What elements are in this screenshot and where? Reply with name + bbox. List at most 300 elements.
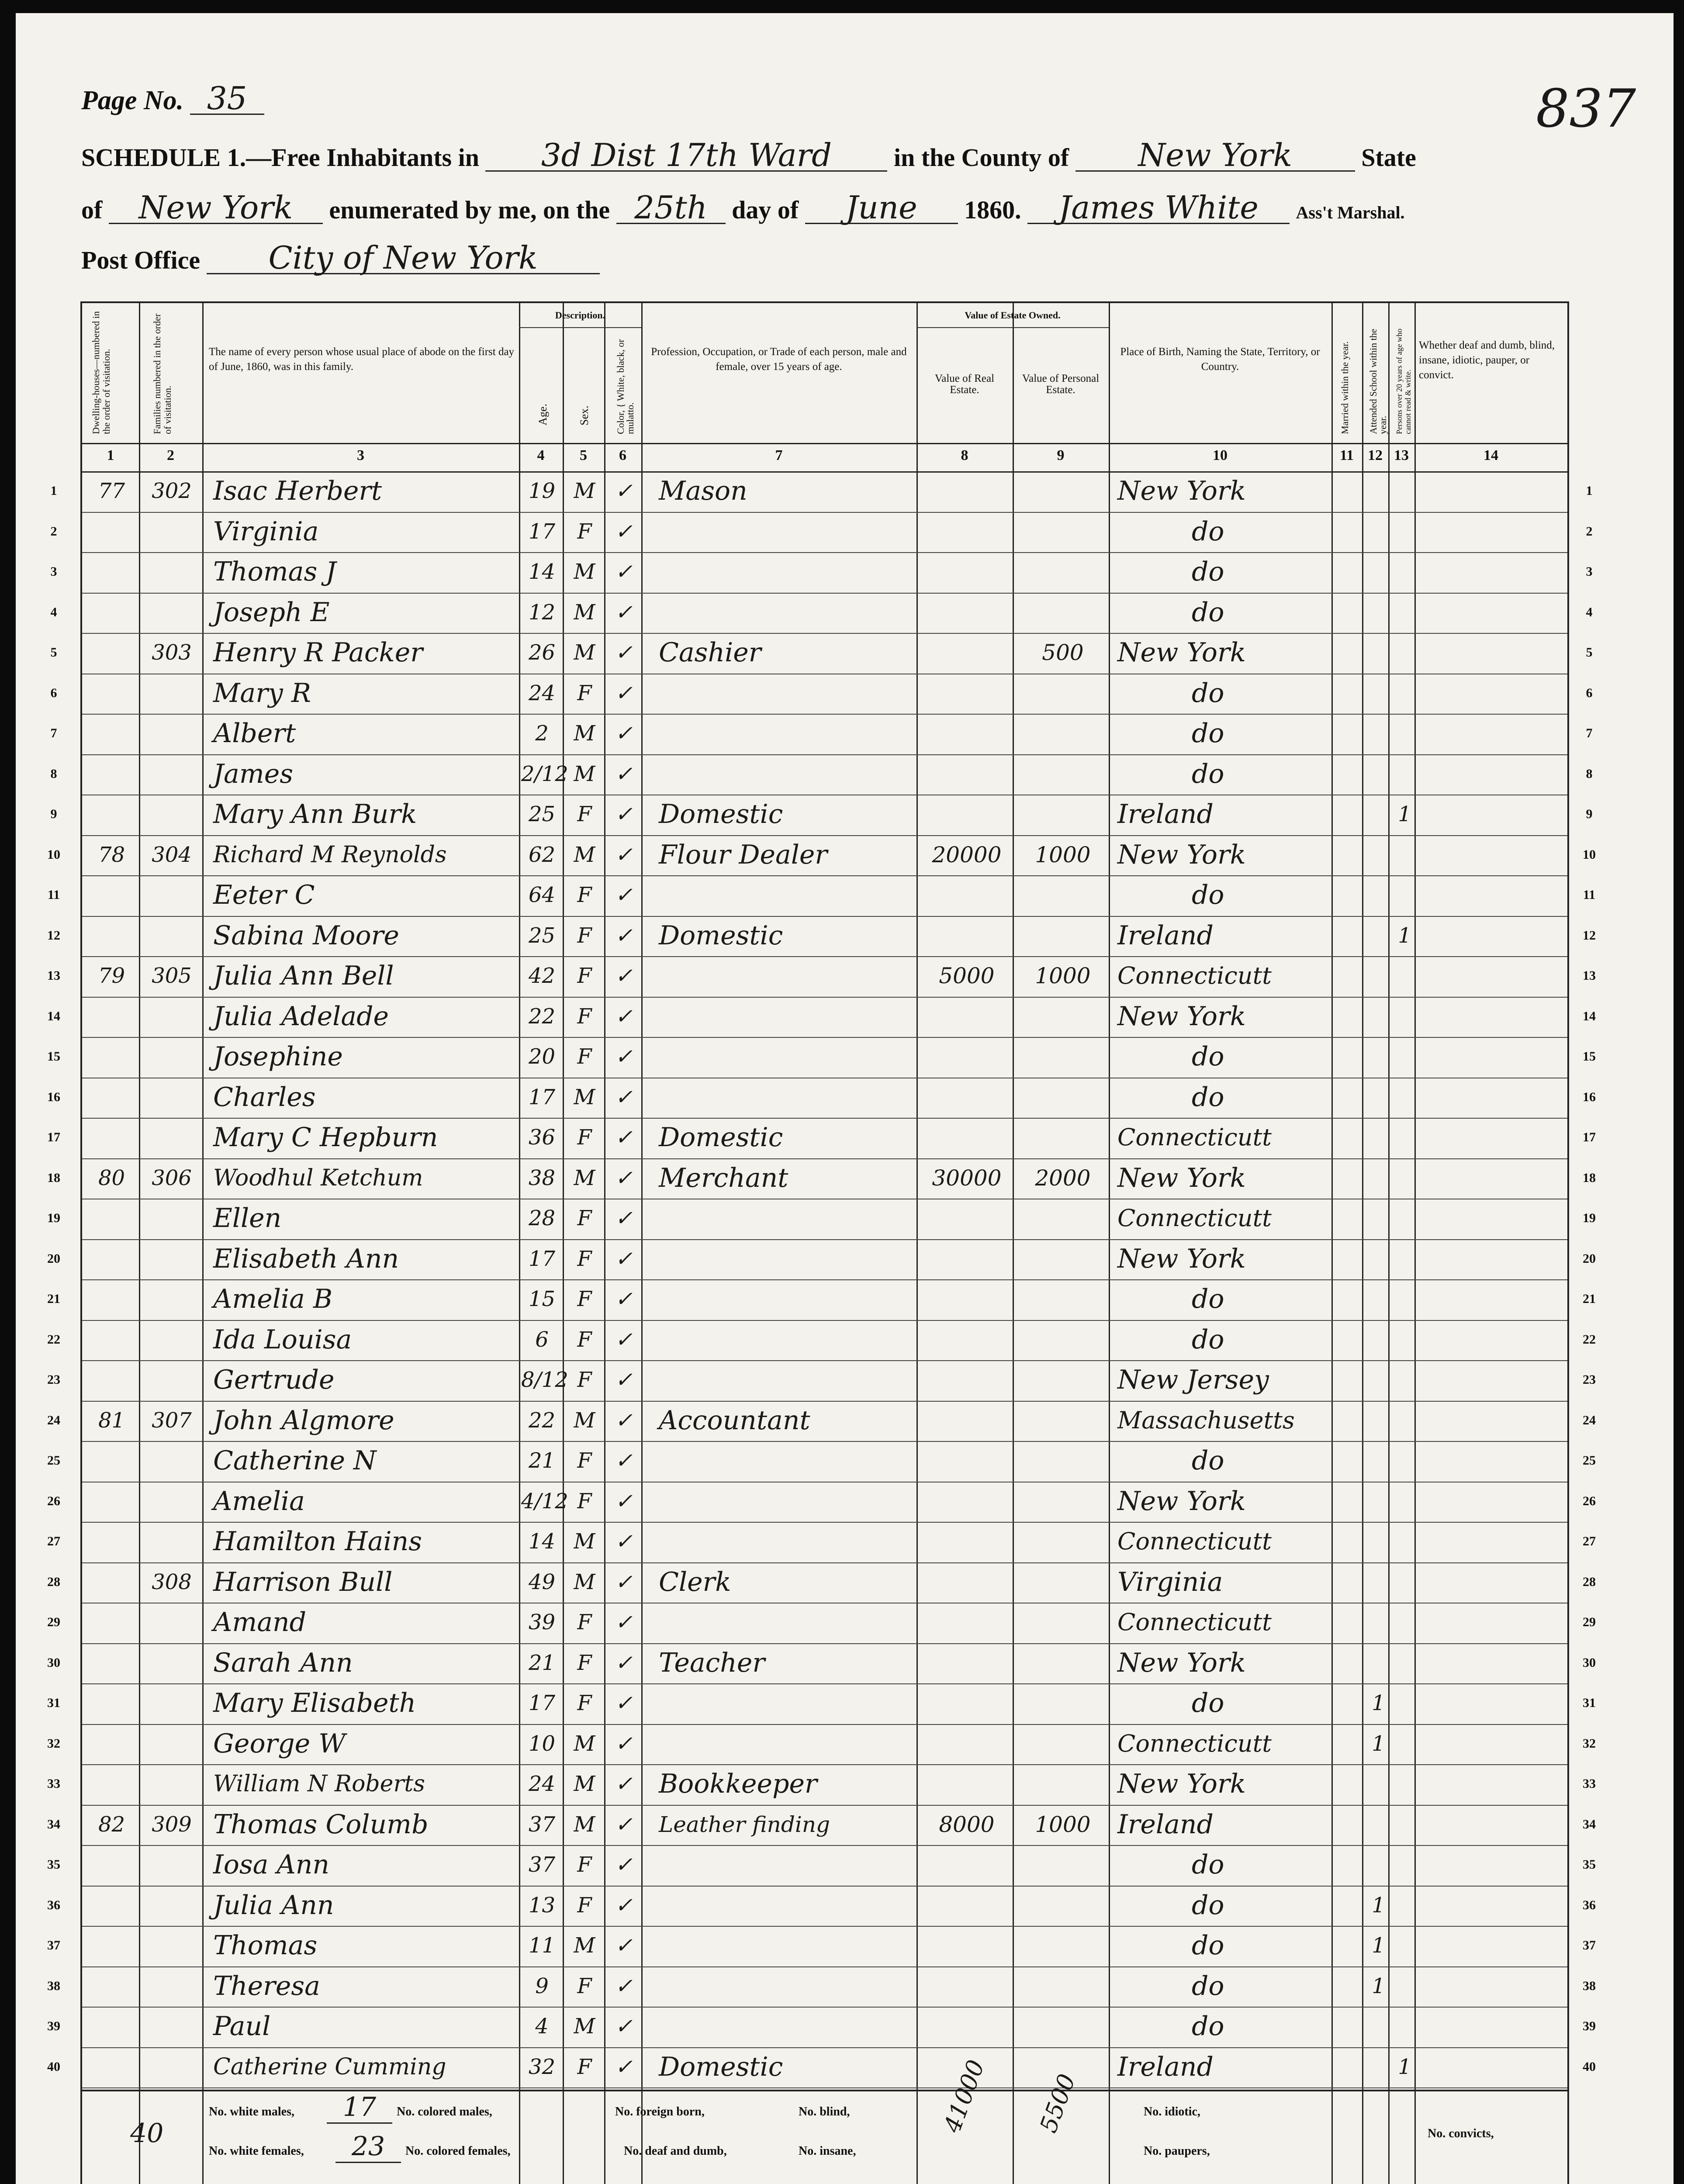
sex: F: [577, 1489, 592, 1514]
table-row: [47, 1522, 1596, 1563]
colnum-1: 1: [107, 447, 114, 463]
person-name: Theresa: [213, 1970, 320, 2001]
age: 6: [535, 1327, 549, 1352]
col14-header: Whether deaf and dumb, blind, insane, idiotic, pauper, or convict.: [1419, 339, 1555, 381]
row-number-right: 7: [1586, 726, 1593, 740]
occupation: Domestic: [659, 1122, 783, 1153]
occupation: Bookkeeper: [659, 1769, 817, 1799]
county-label: in the County of: [893, 143, 1069, 172]
row-number-left: 12: [47, 928, 60, 943]
age: 17: [528, 1246, 556, 1271]
day-field: 25th: [616, 192, 726, 224]
sex: M: [574, 761, 595, 786]
age: 26: [528, 640, 556, 665]
attended-school: 1: [1372, 1691, 1385, 1715]
sex: F: [577, 1691, 592, 1715]
attended-school: 1: [1372, 1973, 1385, 1998]
row-number-right: 30: [1583, 1655, 1596, 1670]
sex: M: [574, 2014, 595, 2039]
row-number-right: 31: [1583, 1696, 1596, 1710]
age: 15: [528, 1287, 556, 1311]
person-name: Charles: [213, 1082, 316, 1113]
color: ✓: [615, 1004, 633, 1029]
row-number-right: 13: [1583, 968, 1596, 983]
color: ✓: [615, 1287, 633, 1311]
occupation: Teacher: [659, 1647, 765, 1678]
paupers-label: No. paupers,: [1144, 2144, 1210, 2158]
table-row: [47, 1764, 1596, 1806]
table-row: [47, 1805, 1596, 1846]
sex: F: [577, 1368, 592, 1392]
place-of-birth: Connecticutt: [1117, 1527, 1272, 1555]
person-name: Richard M Reynolds: [213, 841, 447, 868]
white-females-count: 23: [335, 2131, 401, 2163]
occupation: Leather finding: [659, 1811, 830, 1837]
place-of-birth: New York: [1117, 1647, 1246, 1678]
color: ✓: [615, 2054, 633, 2079]
white-females-label: No. white females,: [209, 2144, 304, 2158]
table-row: [47, 1886, 1596, 1927]
row-number-right: 18: [1583, 1170, 1596, 1185]
color: ✓: [615, 560, 633, 584]
cannot-read-write: 1: [1398, 2054, 1411, 2079]
personal-estate-value: 500: [1042, 640, 1084, 665]
age: 14: [528, 560, 556, 584]
place-of-birth: do: [1192, 718, 1224, 749]
place-of-birth: Connecticutt: [1117, 1123, 1272, 1151]
row-number-left: 1: [50, 484, 57, 498]
cannot-read-write: 1: [1398, 802, 1411, 826]
colnum-4: 4: [537, 447, 545, 463]
sheet-number: 837: [1536, 79, 1636, 139]
age: 38: [528, 1165, 556, 1190]
real-estate-total: 41000: [938, 2056, 990, 2136]
person-name: Harrison Bull: [213, 1566, 393, 1597]
color: ✓: [615, 1893, 633, 1918]
row-number-right: 26: [1583, 1493, 1596, 1508]
row-number-right: 22: [1583, 1332, 1596, 1347]
color: ✓: [615, 842, 633, 867]
family-number: 305: [152, 964, 192, 988]
color: ✓: [615, 1489, 633, 1514]
col8-header: Value of Real Estate.: [934, 373, 995, 396]
enumerated-label: enumerated by me, on the: [329, 196, 610, 224]
row-number-right: 38: [1583, 1978, 1596, 1993]
row-number-left: 8: [50, 766, 57, 781]
attended-school: 1: [1372, 1933, 1385, 1958]
state-label: State: [1361, 143, 1416, 172]
table-row: [47, 1078, 1596, 1119]
table-row: [50, 593, 1593, 634]
sex: M: [574, 1772, 595, 1796]
sex: F: [577, 1004, 592, 1029]
personal-estate-value: 1000: [1035, 963, 1091, 988]
row-number-right: 8: [1586, 766, 1593, 781]
row-number-right: 40: [1583, 2059, 1596, 2074]
tally-note: 40: [130, 2118, 164, 2149]
color: ✓: [615, 600, 633, 625]
colnum-11: 11: [1339, 447, 1354, 463]
color: ✓: [615, 1852, 633, 1877]
row-number-left: 25: [47, 1453, 60, 1468]
color: ✓: [615, 1448, 633, 1473]
white-males-count: 17: [327, 2092, 392, 2124]
occupation: Cashier: [659, 637, 761, 668]
occupation: Clerk: [659, 1566, 731, 1597]
sex: M: [574, 640, 595, 665]
color: ✓: [615, 761, 633, 786]
color: ✓: [615, 1246, 633, 1271]
real-estate-value: 8000: [939, 1811, 995, 1837]
occupation: Mason: [659, 476, 747, 506]
person-name: Iosa Ann: [213, 1849, 330, 1880]
row-number-left: 11: [47, 888, 60, 902]
table-row: [47, 1320, 1596, 1362]
person-name: Mary R: [213, 677, 311, 708]
row-number-right: 27: [1583, 1534, 1596, 1548]
person-name: Henry R Packer: [213, 637, 423, 668]
family-number: 306: [152, 1165, 192, 1190]
table-row: [47, 1037, 1596, 1078]
real-estate-value: 20000: [932, 842, 1002, 867]
row-number-left: 6: [50, 685, 57, 700]
table-row: [47, 1441, 1596, 1482]
age: 25: [528, 802, 556, 826]
person-name: Paul: [213, 2011, 271, 2042]
person-name: Thomas: [213, 1930, 318, 1961]
family-number: 309: [152, 1812, 192, 1837]
schedule-header: [81, 74, 1610, 288]
row-number-left: 31: [47, 1696, 60, 1710]
table-row: [50, 471, 1593, 513]
age: 21: [528, 1448, 556, 1473]
row-number-left: 26: [47, 1493, 60, 1508]
age: 9: [535, 1973, 549, 1998]
age: 2/12: [521, 761, 568, 786]
person-name: Thomas J: [213, 556, 336, 587]
col12-header: Attended School within the year.: [1368, 328, 1388, 434]
colnum-8: 8: [961, 447, 968, 463]
dwelling-number: 78: [98, 842, 125, 867]
person-name: Albert: [213, 718, 296, 749]
deaf-dumb-label: No. deaf and dumb,: [624, 2144, 727, 2158]
col11-header: Married within the year.: [1339, 341, 1350, 434]
place-of-birth: do: [1192, 1041, 1224, 1072]
color: ✓: [615, 1933, 633, 1958]
row-number-right: 2: [1586, 524, 1593, 539]
age: 10: [528, 1731, 556, 1756]
cannot-read-write: 1: [1398, 923, 1411, 948]
row-number-left: 4: [50, 605, 57, 619]
page-label: Page No.: [81, 86, 184, 115]
row-number-right: 37: [1583, 1938, 1596, 1952]
sex: F: [577, 1448, 592, 1473]
colnum-3: 3: [357, 447, 364, 463]
color: ✓: [615, 883, 633, 907]
color: ✓: [615, 681, 633, 705]
place-of-birth: do: [1192, 1688, 1224, 1718]
table-row: [47, 1966, 1596, 2008]
census-table: [47, 301, 1596, 2184]
place-of-birth: New York: [1117, 637, 1246, 668]
sex: F: [577, 519, 592, 544]
place-of-birth: New York: [1117, 1243, 1246, 1274]
colnum-10: 10: [1213, 447, 1228, 463]
sex: M: [574, 842, 595, 867]
sex: F: [577, 1287, 592, 1311]
row-number-right: 20: [1583, 1251, 1596, 1266]
sex: M: [574, 1165, 595, 1190]
row-number-left: 5: [50, 645, 57, 660]
age: 11: [528, 1933, 556, 1958]
color: ✓: [615, 923, 633, 948]
age: 49: [528, 1569, 556, 1594]
real-estate-value: 5000: [939, 963, 995, 988]
person-name: Joseph E: [213, 597, 330, 628]
dwelling-number: 77: [98, 479, 125, 503]
row-number-left: 22: [47, 1332, 60, 1347]
family-number: 307: [152, 1408, 192, 1433]
color: ✓: [615, 1610, 633, 1635]
sex: M: [574, 1569, 595, 1594]
row-number-right: 33: [1583, 1776, 1596, 1791]
color: ✓: [615, 802, 633, 826]
row-number-right: 3: [1586, 564, 1593, 579]
row-number-right: 24: [1583, 1413, 1596, 1427]
colnum-6: 6: [619, 447, 626, 463]
place-of-birth: Ireland: [1117, 799, 1214, 829]
row-number-left: 33: [47, 1776, 60, 1791]
row-number-left: 7: [50, 726, 57, 740]
person-name: Amelia B: [213, 1284, 333, 1314]
row-number-left: 21: [47, 1292, 60, 1306]
person-name: William N Roberts: [213, 1771, 425, 1797]
dwelling-number: 79: [98, 964, 125, 988]
post-office-label: Post Office: [81, 246, 201, 274]
table-row: [47, 875, 1596, 917]
sex: M: [574, 600, 595, 625]
person-name: Mary Elisabeth: [213, 1688, 416, 1718]
row-number-right: 1: [1586, 484, 1593, 498]
place-of-birth: do: [1192, 880, 1224, 910]
table-row: [47, 956, 1596, 998]
table-row: [47, 916, 1596, 957]
sex: F: [577, 1206, 592, 1230]
sex: M: [574, 721, 595, 746]
family-number: 308: [152, 1569, 192, 1594]
table-row: [47, 1401, 1596, 1442]
place-of-birth: do: [1192, 1890, 1224, 1921]
color: ✓: [615, 1408, 633, 1433]
row-number-right: 15: [1583, 1049, 1596, 1064]
row-number-right: 11: [1583, 888, 1596, 902]
row-number-left: 19: [47, 1211, 60, 1225]
person-name: Sabina Moore: [213, 920, 399, 951]
family-number: 302: [152, 479, 192, 503]
family-number: 304: [152, 842, 192, 867]
sex: M: [574, 1529, 595, 1554]
age: 24: [528, 681, 556, 705]
table-row: [47, 1562, 1596, 1604]
person-name: Elisabeth Ann: [213, 1243, 399, 1274]
age: 12: [528, 600, 556, 625]
occupation: Flour Dealer: [659, 839, 828, 870]
dwelling-number: 81: [98, 1408, 125, 1433]
sex: F: [577, 1893, 592, 1918]
row-number-left: 17: [47, 1130, 60, 1144]
sex: F: [577, 1125, 592, 1150]
row-number-right: 32: [1583, 1736, 1596, 1751]
row-number-right: 6: [1586, 685, 1593, 700]
table-row: [47, 1279, 1596, 1321]
place-of-birth: do: [1192, 2011, 1224, 2042]
personal-estate-value: 1000: [1035, 1811, 1091, 1837]
color: ✓: [615, 1650, 633, 1675]
row-number-left: 2: [50, 524, 57, 539]
place-of-birth: Connecticutt: [1117, 1204, 1272, 1232]
attended-school: 1: [1372, 1893, 1385, 1918]
sex: M: [574, 1731, 595, 1756]
district-field: 3d Dist 17th Ward: [485, 140, 887, 172]
person-name: George W: [213, 1728, 346, 1759]
occupation: Domestic: [659, 920, 783, 951]
person-name: Isac Herbert: [213, 476, 382, 506]
color: ✓: [615, 2014, 633, 2039]
sex: F: [577, 923, 592, 948]
row-number-left: 18: [47, 1170, 60, 1185]
place-of-birth: do: [1192, 556, 1224, 587]
col1-header: Dwelling-houses—numbered in the order of visitation.: [90, 311, 112, 434]
color: ✓: [615, 479, 633, 503]
table-row: [50, 795, 1593, 836]
color: ✓: [615, 1368, 633, 1392]
color: ✓: [615, 1125, 633, 1150]
row-number-left: 30: [47, 1655, 60, 1670]
row-number-right: 23: [1583, 1372, 1596, 1387]
sex: F: [577, 883, 592, 907]
foreign-born-label: No. foreign born,: [615, 2105, 705, 2118]
person-name: John Algmore: [213, 1405, 394, 1436]
age: 22: [528, 1004, 556, 1029]
sex: M: [574, 1408, 595, 1433]
color: ✓: [615, 1206, 633, 1230]
sex: F: [577, 964, 592, 988]
place-of-birth: New York: [1117, 1001, 1246, 1032]
row-number-right: 19: [1583, 1211, 1596, 1225]
place-of-birth: Massachusetts: [1117, 1406, 1295, 1434]
row-number-right: 25: [1583, 1453, 1596, 1468]
family-number: 303: [152, 640, 192, 665]
sex: F: [577, 1044, 592, 1069]
place-of-birth: do: [1192, 1445, 1224, 1476]
age: 37: [528, 1852, 556, 1877]
table-row: [47, 2047, 1596, 2089]
person-name: Julia Ann: [213, 1890, 334, 1921]
person-name: Ellen: [213, 1203, 282, 1234]
row-number-right: 35: [1583, 1857, 1596, 1872]
day-of-label: day of: [732, 196, 799, 224]
table-row: [47, 1845, 1596, 1887]
table-row: [47, 2007, 1596, 2048]
person-name: Julia Adelade: [213, 1001, 389, 1032]
place-of-birth: do: [1192, 1970, 1224, 2001]
table-row: [47, 997, 1596, 1038]
color: ✓: [615, 1085, 633, 1109]
row-number-left: 37: [47, 1938, 60, 1952]
colnum-12: 12: [1368, 447, 1383, 463]
row-number-left: 14: [47, 1009, 60, 1023]
age: 2: [535, 721, 549, 746]
person-name: Eeter C: [213, 880, 315, 910]
occupation: Merchant: [659, 1162, 788, 1193]
table-row: [47, 1643, 1596, 1685]
place-of-birth: Virginia: [1117, 1566, 1223, 1597]
person-name: Catherine N: [213, 1445, 377, 1476]
age: 22: [528, 1408, 556, 1433]
row-number-left: 20: [47, 1251, 60, 1266]
place-of-birth: Connecticutt: [1117, 1729, 1272, 1757]
estate-group: Value of Estate Owned.: [965, 310, 1061, 321]
color: ✓: [615, 1569, 633, 1594]
person-name: Thomas Columb: [213, 1809, 429, 1840]
colnum-14: 14: [1483, 447, 1498, 463]
place-of-birth: New York: [1117, 1162, 1246, 1193]
age: 28: [528, 1206, 556, 1230]
table-row: [47, 1199, 1596, 1240]
sex: F: [577, 1852, 592, 1877]
sex: M: [574, 1085, 595, 1109]
row-number-left: 10: [47, 847, 60, 862]
insane-label: No. insane,: [799, 2144, 856, 2158]
occupation: Domestic: [659, 799, 783, 829]
row-number-right: 16: [1583, 1089, 1596, 1104]
color: ✓: [615, 519, 633, 544]
place-of-birth: do: [1192, 1930, 1224, 1961]
age: 13: [528, 1893, 556, 1918]
row-number-right: 5: [1586, 645, 1593, 660]
place-of-birth: New York: [1117, 1769, 1246, 1799]
col6-header: Color, { White, black, or mulatto.: [615, 339, 636, 434]
colnum-2: 2: [167, 447, 174, 463]
place-of-birth: New York: [1117, 1486, 1246, 1517]
col4-header: Age.: [536, 404, 549, 425]
table-row: [47, 1603, 1596, 1644]
place-of-birth: Ireland: [1117, 920, 1214, 951]
col13-header: Persons over 20 years of age who cannot read & write.: [1395, 328, 1412, 434]
color: ✓: [615, 1812, 633, 1837]
sex: M: [574, 1812, 595, 1837]
schedule-label: SCHEDULE 1.—Free Inhabitants in: [81, 143, 479, 172]
place-of-birth: Connecticutt: [1117, 962, 1272, 989]
sex: F: [577, 2054, 592, 2079]
color: ✓: [615, 964, 633, 988]
table-row: [50, 714, 1593, 755]
row-number-left: 27: [47, 1534, 60, 1548]
age: 20: [528, 1044, 556, 1069]
sex: F: [577, 681, 592, 705]
sex: M: [574, 560, 595, 584]
age: 21: [528, 1650, 556, 1675]
sex: M: [574, 479, 595, 503]
row-number-left: 36: [47, 1897, 60, 1912]
age: 4: [535, 2014, 549, 2039]
colnum-9: 9: [1057, 447, 1065, 463]
person-name: Ida Louisa: [213, 1324, 352, 1355]
person-name: Amand: [213, 1607, 307, 1638]
place-of-birth: do: [1192, 677, 1224, 708]
age: 36: [528, 1125, 556, 1150]
color: ✓: [615, 1529, 633, 1554]
